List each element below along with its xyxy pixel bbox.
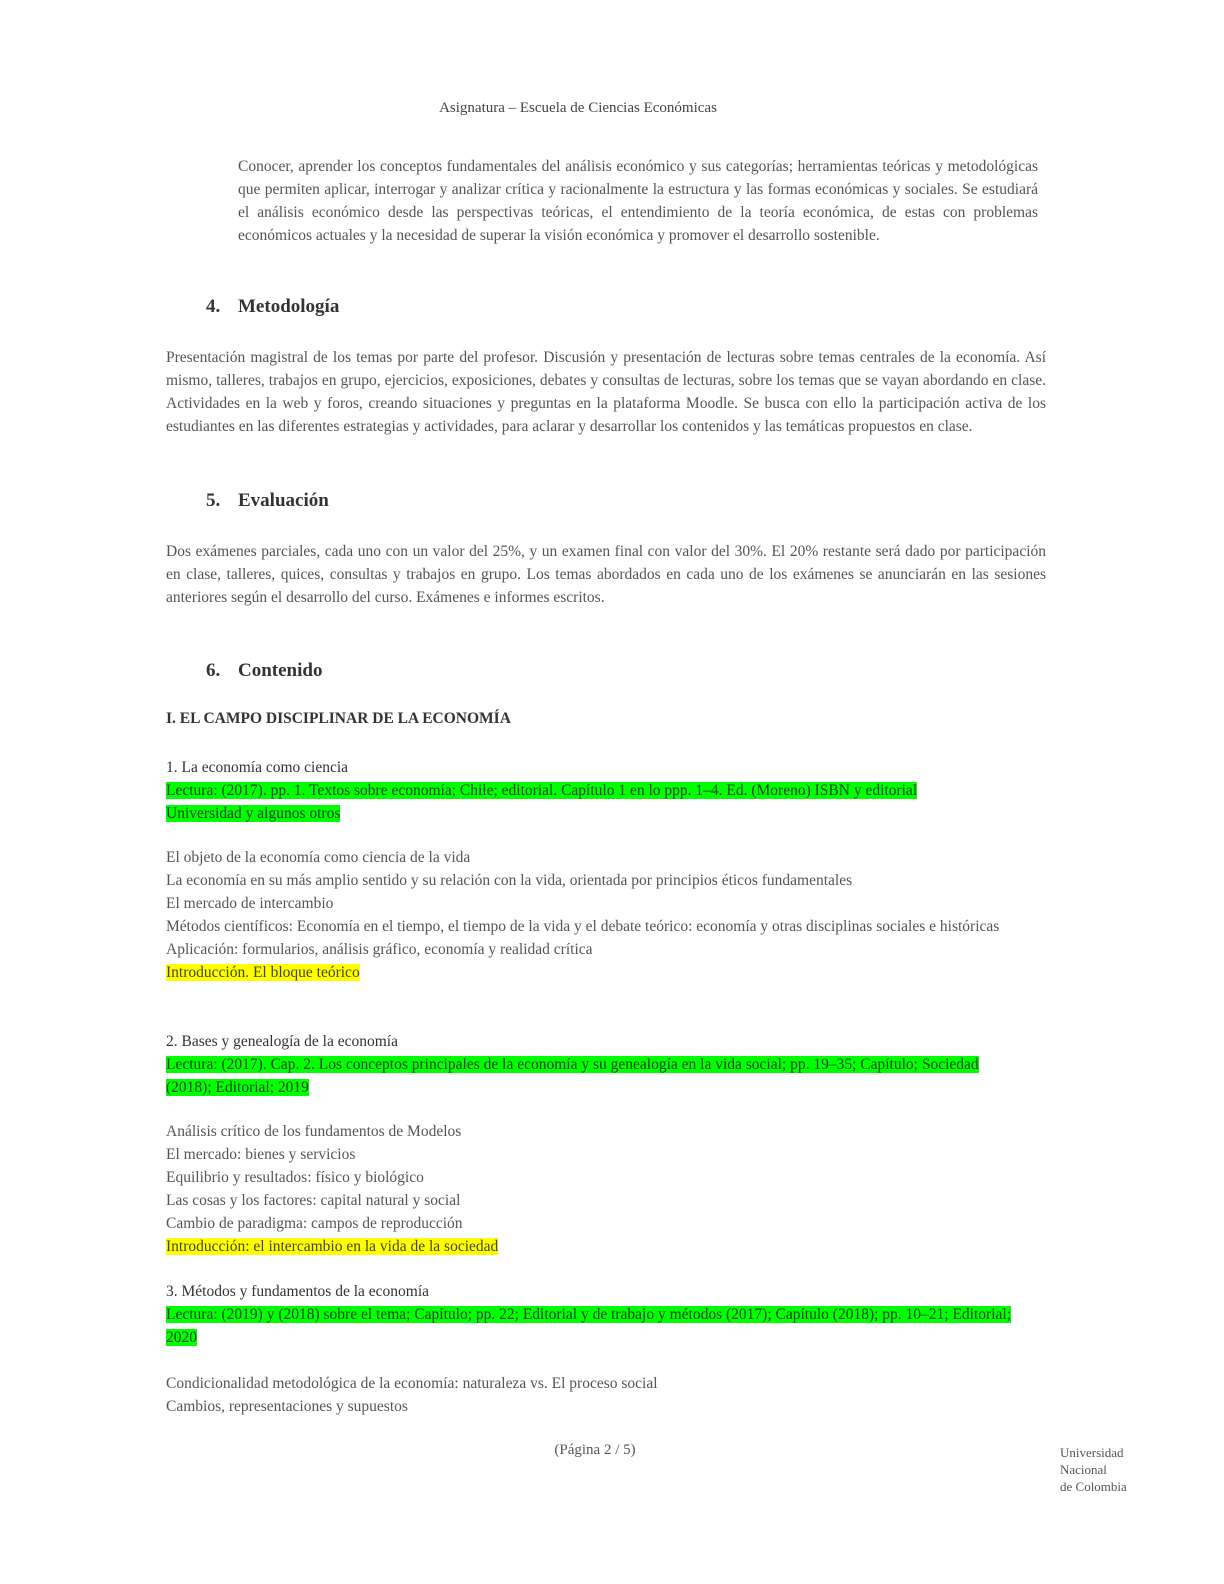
section-title: Evaluación — [238, 490, 329, 511]
topic-block-1 — [166, 756, 1046, 825]
university-logo — [1060, 1444, 1170, 1495]
section-number: 4. — [206, 296, 221, 317]
evaluacion-paragraph: Dos exámenes parciales, cada uno con un valor del 25%, y un examen final con valor del 30%. El 20% restante será dado por participación en clase, talleres, quices, consultas y trabajos en grupo. Los temas abordados en cada uno de los exámenes se anunciarán en las sesiones anteriores según el desarrollo del curso. Exámenes e informes escritos. — [166, 543, 1046, 606]
section-heading-evaluacion — [206, 490, 329, 512]
reading-reference-highlight: Lectura: (2017). Cap. 2. Los conceptos principales de la economía y su genealogía en la vida social; pp. 19–35; Capítulo; Sociedad (2018); Editorial; 2019 — [166, 1056, 979, 1096]
assignment-highlight: Introducción. El bloque teórico — [166, 964, 360, 981]
green-ref-wrap — [166, 1053, 1016, 1099]
page-header: Asignatura – Escuela de Ciencias Económicas — [439, 100, 717, 116]
assignment-highlight: Introducción: el intercambio en la vida de la sociedad — [166, 1238, 499, 1255]
topic-line: Métodos científicos: Economía en el tiempo, el tiempo de la vida y el debate teórico: economía y otras disciplinas sociales e históricas — [166, 918, 1000, 935]
green-ref-wrap — [166, 1303, 1016, 1349]
topic-line: Equilibrio y resultados: físico y biológico — [166, 1169, 424, 1186]
logo-line: de Colombia — [1060, 1479, 1127, 1494]
section-title: Metodología — [238, 296, 340, 317]
topic-title: 3. Métodos y fundamentos de la economía — [166, 1283, 430, 1300]
topic-line: El mercado: bienes y servicios — [166, 1146, 356, 1163]
section-heading-metodologia — [206, 296, 339, 318]
topic-line: La economía en su más amplio sentido y su relación con la vida, orientada por principios éticos fundamentales — [166, 872, 853, 889]
topic-line: Análisis crítico de los fundamentos de Modelos — [166, 1123, 462, 1140]
reading-reference-highlight: Lectura: (2019) y (2018) sobre el tema; Capítulo; pp. 22; Editorial y de trabajo y métodos (2017); Capítulo (2018); pp. 10–21; Editorial; 2020 — [166, 1306, 1012, 1346]
logo-line: Nacional — [1060, 1462, 1107, 1477]
section-number: 6. — [206, 660, 221, 681]
topic-line: El mercado de intercambio — [166, 895, 334, 912]
topic-lines-1 — [166, 846, 1046, 984]
topic-line: Aplicación: formularios, análisis gráfico, economía y realidad crítica — [166, 941, 593, 958]
section-heading-contenido — [206, 660, 322, 682]
topic-title: 2. Bases y genealogía de la economía — [166, 1033, 398, 1050]
topic-line: Cambios, representaciones y supuestos — [166, 1398, 408, 1415]
green-ref-wrap — [166, 779, 991, 825]
intro-paragraph: Conocer, aprender los conceptos fundamentales del análisis económico y sus categorías; herramientas teóricas y metodológicas que permiten aplicar, interrogar y analizar crítica y racionalmente la estructura y las formas económicas y sociales. Se estudiará el análisis económico desde las perspectivas teóricas, el entendimiento de la teoría económica, de estas con problemas económicos actuales y la necesidad de superar la visión económica y promover el desarrollo sostenible. — [238, 158, 1038, 244]
topic-line: El objeto de la economía como ciencia de la vida — [166, 849, 471, 866]
topic-block-3 — [166, 1280, 1046, 1349]
topic-lines-3 — [166, 1372, 1046, 1418]
topic-line: Las cosas y los factores: capital natural y social — [166, 1192, 461, 1209]
section-number: 5. — [206, 490, 221, 511]
section-title: Contenido — [238, 660, 323, 681]
topic-line: Cambio de paradigma: campos de reproducción — [166, 1215, 463, 1232]
topic-block-2 — [166, 1030, 1046, 1099]
logo-line: Universidad — [1060, 1445, 1124, 1460]
metodologia-paragraph: Presentación magistral de los temas por parte del profesor. Discusión y presentación de lecturas sobre temas centrales de la economía. Así mismo, talleres, trabajos en grupo, ejercicios, exposiciones, debates y consultas de lecturas, sobre los temas que se vayan abordando en clase. Actividades en la web y foros, creando situaciones y preguntas en la plataforma Moodle. Se busca con ello la participación activa de los estudiantes en las diferentes estrategias y actividades, para aclarar y desarrollar los contenidos y las temáticas propuestos en clase. — [166, 349, 1046, 435]
reading-reference-highlight: Lectura: (2017). pp. 1. Textos sobre economía; Chile; editorial. Capítulo 1 en lo ppp. 1–4. Ed. (Moreno) ISBN y editorial Universidad y algunos otros — [166, 782, 918, 822]
topic-lines-2 — [166, 1120, 1046, 1258]
page-number: (Página 2 / 5) — [554, 1442, 636, 1458]
unit-title: I. EL CAMPO DISCIPLINAR DE LA ECONOMÍA — [166, 710, 511, 727]
topic-title: 1. La economía como ciencia — [166, 759, 349, 776]
topic-line: Condicionalidad metodológica de la economía: naturaleza vs. El proceso social — [166, 1375, 658, 1392]
